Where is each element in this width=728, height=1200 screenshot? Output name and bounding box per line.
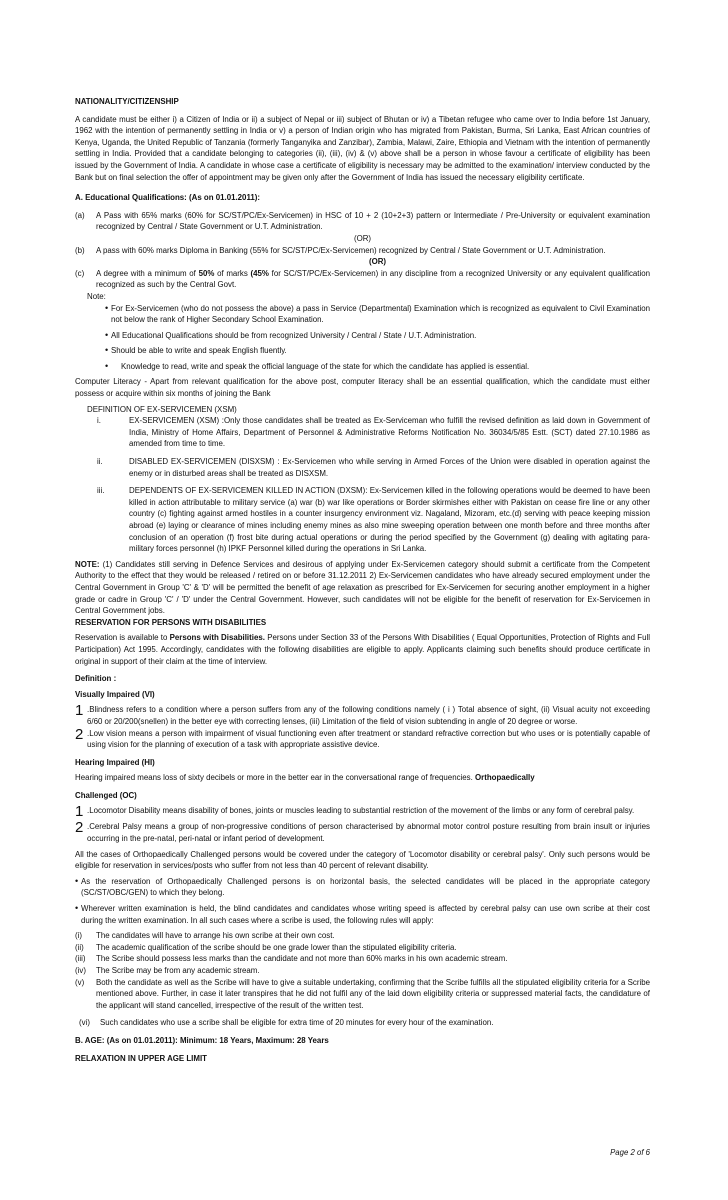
note-item: • Should be able to write and speak English fluently. [105,345,287,356]
bullet-icon: • [75,903,79,914]
oc-item: 1 .Locomotor Disability means disability of bones, joints or muscles leading to substantial restriction of the movement of the limbs or any form of cerebral palsy. [75,803,635,821]
scribe-rules [75,930,650,1011]
nationality-heading: NATIONALITY/CITIZENSHIP [75,97,179,106]
notes-list [75,303,650,373]
education-heading: A. Educational Qualifications: (As on 01.01.2011): [75,193,261,203]
xsm-note: NOTE: (1) Candidates still serving in Defence Services and desirous of applying under Ex-Servicemen category should submit a certificate from the Competent Authority to the effect that they would be released / retired on or before 31.12.2011 2) Ex-Servicemen candidates who have already secured employment under the Central Government in Group 'C' & 'D' will be permitted the benefit of age relaxation as prescribed for Ex-Servicemen for securing another employment in a higher grade or cadre in Group 'C' / 'D' under the Central Government. However, such candidates will not be eligible for the benefit of reservation for Ex-Servicemen in Central Government jobs. [75,559,650,616]
qualification-b-label: (b) [75,245,85,255]
oc-item: 2 .Cerebral Palsy means a group of non-progressive conditions of person characterised by abnormal motor control posture resulting from brain insult or injuries occurring in the pre-natal, peri-natal or infant period of development. [75,819,650,844]
note-label: Note: [87,291,106,301]
vi-item: 2 .Low vision means a person with impairment of visual functioning even after treatment or standard refractive correction but who uses or is potentially capable of using vision for the planning of execution of a task with appropriate assistive device. [75,725,650,750]
bullet-icon: • [105,345,109,356]
scribe-rule: (iii) The Scribe should possess less marks than the candidate and not more than 60% marks in his own academic stream. [75,954,508,964]
scribe-rule: (i) The candidates will have to arrange his own scribe at their own cost. [75,931,335,941]
note-item: • For Ex-Servicemen (who do not possess the above) a pass in Service (Departmental) Examination which is recognized as equivalent to Civil Examination not below the rank of Higher Secondary School Examination. [105,302,650,325]
scribe-rule-vi: (vi) Such candidates who use a scribe shall be eligible for extra time of 20 minutes for every hour of the examination. [79,1018,494,1028]
definition-label: Definition : [75,674,117,684]
or-separator: (OR) [353,233,372,243]
age-heading: B. AGE: (As on 01.01.2011): Minimum: 18 Years, Maximum: 28 Years [75,1035,329,1045]
pwd-bullet: • As the reservation of Orthopaedically Challenged persons is on horizontal basis, the selected candidates will be placed in the appropriate category (SC/ST/OBC/GEN) to which they belong. [75,875,650,898]
computer-literacy-text: Computer Literacy - Apart from relevant qualification for the above post, computer literacy shall be an essential qualification, which the candidate must either possess or acquire within six months of joining the Bank [75,377,650,399]
qualification-a-label: (a) [75,210,85,220]
scribe-rule: (v) Both the candidate as well as the Scribe will have to give a suitable undertaking, confirming that the Scribe fulfills all the stipulated eligibility criteria for a Scribe mentioned above. Further, in case it later transpires that he did not fulfil any of the laid down eligibility criteria or suppressed material facts, the candidature of the applicant will stand cancelled, irrespective of the result of the written test. [75,977,650,1010]
qualification-c-text: A degree with a minimum of 50% of marks (45% for SC/ST/PC/Ex-Servicemen) in any discipline from a recognized University or any equivalent qualification recognized as such by the Central Govt. [96,268,651,290]
scribe-rule: (ii) The academic qualification of the scribe should be one grade lower than the stipulated eligibility criteria. [75,942,457,952]
page-number: Page 2 of 6 [610,1148,650,1157]
xsm-list [75,415,650,555]
bullet-icon: • [105,360,109,371]
qualification-b-text: A pass with 60% marks Diploma in Banking (55% for SC/ST/PC/Ex-Servicemen) recognized by Central / State Government or U.T. Administration. [96,245,606,255]
qualification-a-text: A Pass with 65% marks (60% for SC/ST/PC/Ex-Servicemen) in HSC of 10 + 2 (10+2+3) pattern or Intermediate / Pre-University or equivalent examination recognized by Central / State Government or U.T. Administration. [96,210,650,232]
age-relaxation-heading: RELAXATION IN UPPER AGE LIMIT [75,1053,207,1063]
xsm-item: ii. DISABLED EX-SERVICEMEN (DISXSM) : Ex-Servicemen who while serving in Armed Forces of the Union were disabled in operation against the enemy or in disturbed areas shall be treated as DISXSM. [97,457,650,478]
pwd-intro: Reservation is available to Persons with Disabilities. Persons under Section 33 of the Persons With Disabilities ( Equal Opportunities, Protection of Rights and Full Participation) Act 1995. Accordingly, candidates with the following disabilities are eligible to apply. Applicants claiming such benefits should produce certificate in original in support of their claim at the time of interview. [75,633,650,666]
note-item: • All Educational Qualifications should be from recognized University / Central / State / U.T. Administration. [105,329,477,340]
note-item: • Knowledge to read, write and speak the official language of the state for which the candidate has applied is essential. [105,360,530,371]
qualification-b [75,245,650,257]
hi-heading: Hearing Impaired (HI) [75,757,155,767]
qualification-a [75,210,650,233]
oc-heading: Challenged (OC) [75,790,137,800]
qualification-c [75,268,650,291]
vi-item: 1 .Blindness refers to a condition where a person suffers from any of the following conditions namely ( i ) Total absence of sight, (ii) Visual acuity not exceeding 6/60 or 20/200(snellen) in the better eye with correcting lenses, (iii) Limitation of the field of vision subtending in angle of 20 degree or worse. [75,702,650,726]
pwd-heading: RESERVATION FOR PERSONS WITH DISABILITIES [75,617,267,627]
oc-note: All the cases of Orthopaedically Challenged persons would be covered under the category of 'Locomotor disability or cerebral palsy'. Only such persons would be eligible for reservation in services/posts who suffer from not less than 40 percent of relevant disability. [75,849,650,871]
bullet-icon: • [105,302,109,313]
or-separator-bold: (OR) [368,257,387,267]
vi-heading: Visually Impaired (VI) [75,689,155,699]
nationality-text: A candidate must be either i) a Citizen of India or ii) a subject of Nepal or iii) subject of Bhutan or iv) a Tibetan refugee who came over to India before 1st January, 1962 with the intention of permanently settling in India or v) a person of Indian origin who has migrated from Pakistan, Burma, Sri Lanka, East African countries of Kenya, Uganda, the United Republic of Tanzania (formerly Tanganyika and Zanzibar), Zambia, Malawi, Zaire, Ethiopia and Vietnam with the intention of permanently settling in India. Provided that a candidate belonging to categories (ii), (iii), (iv) & (v) above shall be a person in whose favour a certificate of eligibility has been issued by the Government of India. A candidate in whose case a certificate of eligibility is necessary may be admitted to the examination/ interview conducted by the Bank but on final selection the offer of appointment may be given only after the Government of India has issued the necessary eligibility certificate. [75,114,650,182]
xsm-heading: DEFINITION OF EX-SERVICEMEN (XSM) [87,404,237,414]
xsm-item: i. EX-SERVICEMEN (XSM) :Only those candidates shall be treated as Ex-Serviceman who fulfill the revised definition as laid down in Government of India, Ministry of Home Affairs, Department of Personnel & Administrative Reforms Notification No. 36034/5/85 Estt. (SCT) dated 27.10.1986 as amended from time to time. [97,416,650,449]
hi-text: Hearing impaired means loss of sixty decibels or more in the better ear in the conversational range of frequencies. Orthopaedically [75,773,535,783]
pwd-bullet: • Wherever written examination is held, the blind candidates and candidates whose writing speed is affected by cerebral palsy can use own scribe at their cost during the written examination. In all such cases where a scribe is used, the following rules will apply: [75,903,650,925]
bullet-icon: • [75,875,79,886]
xsm-item: iii. DEPENDENTS OF EX-SERVICEMEN KILLED IN ACTION (DXSM): Ex-Servicemen killed in the following operations would be deemed to have been killed in action attributable to military service (a) war (b) war like operations or Border skirmishes either with Pakistan on cease fire line or any other country (c) fighting against armed hostiles in a counter insurgency environment viz. Nagaland, Mizoram, etc.(d) serving with peace keeping mission abroad (e) laying or clearance of mines including enemy mines as also mine sweeping operation between one month before and three months after conclusion of an operation (f) frost bite during actual operations or during the period specified by the Government (g) dealing with agitating para-military forces personnel (h) IPKF Personnel killed during the operations in Sri Lanka. [97,486,650,554]
bullet-icon: • [105,329,109,340]
document-body [75,96,650,1064]
qualification-c-label: (c) [75,268,85,278]
scribe-rule: (iv) The Scribe may be from any academic stream. [75,966,260,975]
